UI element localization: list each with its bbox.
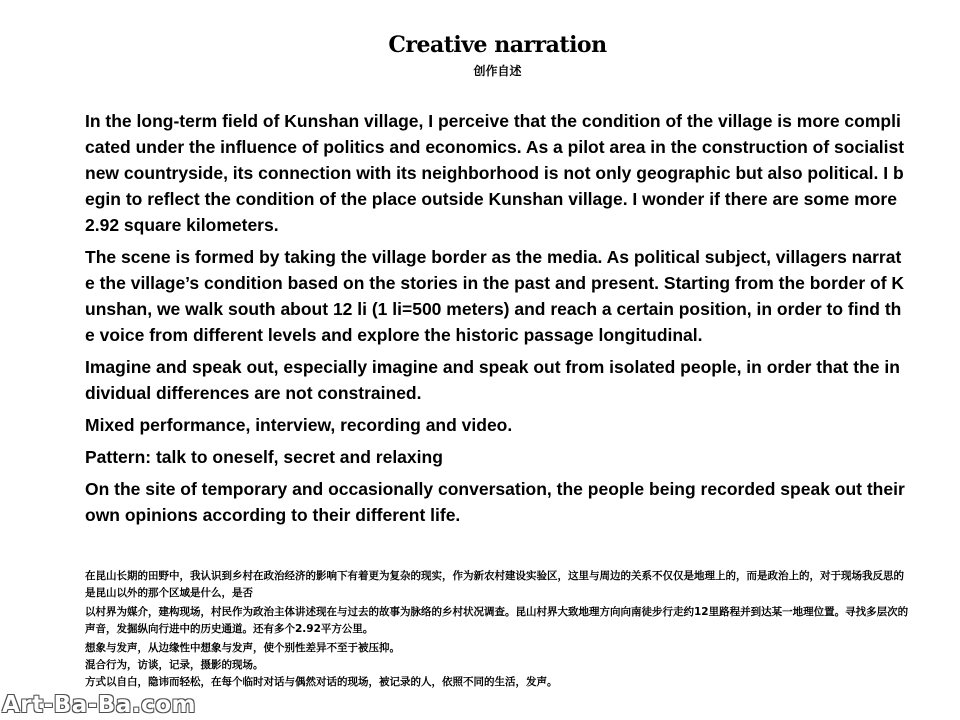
chinese-paragraph: 混合行为，访谈，记录，摄影的现场。	[85, 659, 264, 671]
page-title: Creative narration	[388, 32, 607, 58]
english-paragraph: Mixed performance, interview, recording and video.	[85, 415, 513, 435]
chinese-text-block	[85, 568, 910, 691]
chinese-paragraph: 想象与发声，从边缘性中想象与发声，使个别性差异不至于被压抑。	[85, 642, 400, 654]
english-paragraph: Pattern: talk to oneself, secret and relaxing	[85, 447, 443, 467]
chinese-paragraph: 方式以自白，隐讳而轻松，在每个临时对话与偶然对话的现场，被记录的人，依照不同的生活，发声。	[85, 676, 558, 688]
chinese-paragraph: 在昆山长期的田野中，我认识到乡村在政治经济的影响下有着更为复杂的现实，作为新农村建设实验区，这里与周边的关系不仅仅是地理上的，而是政治上的，对于现场我反思的是昆山以外的那个区域是什么，是否	[85, 570, 904, 599]
english-paragraph: In the long-term field of Kunshan village, I perceive that the condition of the village is more complicated under the influence of politics and economics. As a pilot area in the construction of socialist new countryside, its connection with its neighborhood is not only geographic but also political. I begin to reflect the condition of the place outside Kunshan village. I wonder if there are some more 2.92 square kilometers.	[85, 111, 905, 235]
english-paragraph: On the site of temporary and occasionally conversation, the people being recorded speak out their own opinions according to their different life.	[85, 479, 905, 525]
chinese-paragraph: 以村界为媒介，建构现场，村民作为政治主体讲述现在与过去的故事为脉络的乡村状况调查。昆山村界大致地理方向向南徒步行走约12里路程并到达某一地理位置。寻找多层次的声音，发掘纵向行进中的历史通道。还有多个2.92平方公里。	[85, 606, 909, 635]
watermark: Art-Ba-Ba.com	[2, 692, 196, 718]
english-paragraph: Imagine and speak out, especially imagine and speak out from isolated people, in order that the individual differences are not constrained.	[85, 357, 900, 403]
english-paragraph: The scene is formed by taking the village border as the media. As political subject, villagers narrate the village’s condition based on the stories in the past and present. Starting from the border of Kunshan, we walk south about 12 li (1 li=500 meters) and reach a certain position, in order to find the voice from different levels and explore the historic passage longitudinal.	[85, 247, 905, 345]
english-text-block	[85, 108, 910, 534]
page-subtitle: 创作自述	[473, 64, 522, 78]
